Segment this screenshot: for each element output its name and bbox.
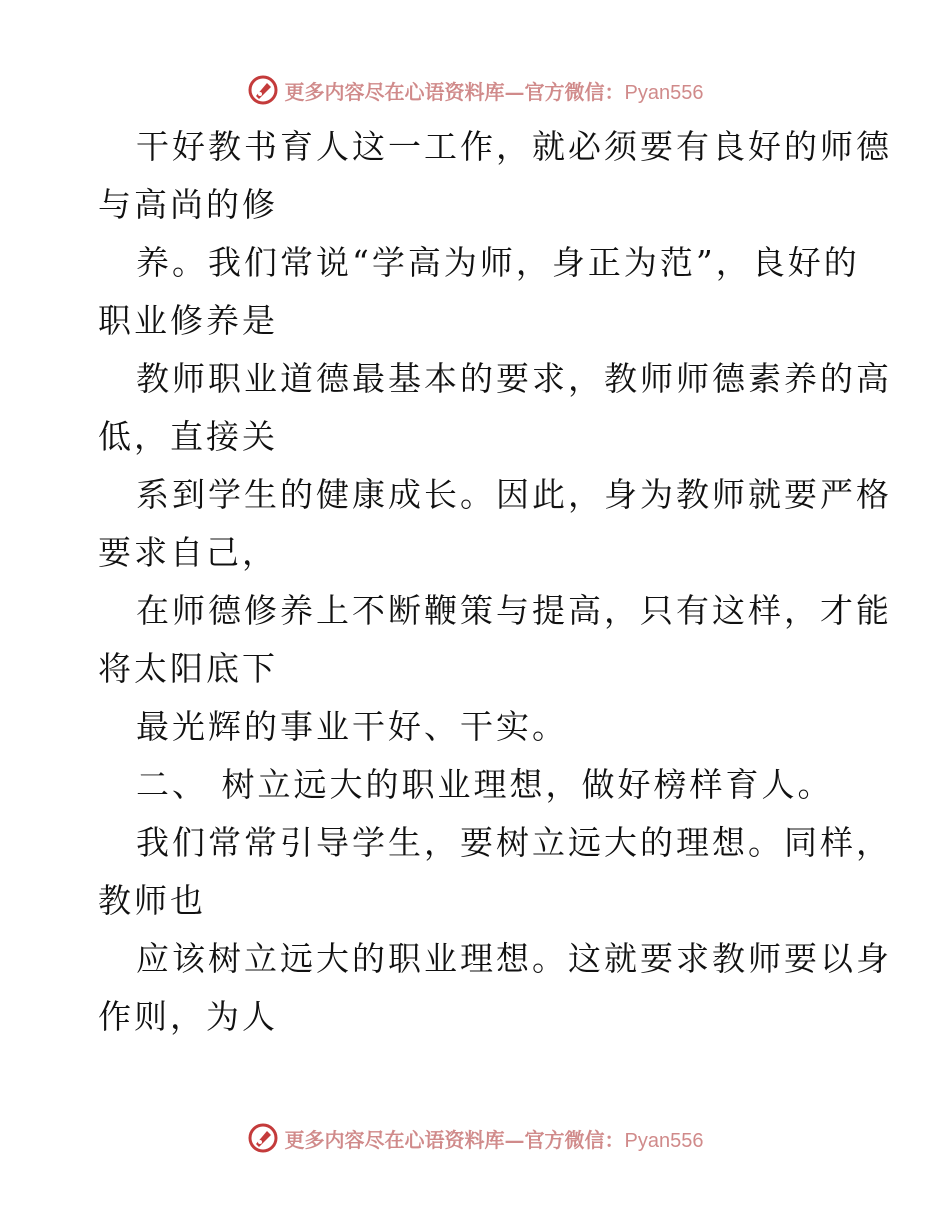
paragraph-line: 将太阳底下 — [98, 649, 278, 688]
paragraph-line: 作则，为人 — [98, 997, 278, 1036]
paragraph-line: 教师职业道德最基本的要求，教师师德素养的高 — [136, 359, 892, 398]
paragraph-line: 职业修养是 — [98, 301, 278, 340]
paragraph-line: 要求自己， — [98, 533, 278, 572]
watermark-text — [285, 76, 704, 105]
watermark-main-text: 更多内容尽在心语资料库—官方微信： — [284, 79, 625, 104]
watermark-main-text: 更多内容尽在心语资料库—官方微信： — [284, 1127, 625, 1152]
paragraph-line: 系到学生的健康成长。因此，身为教师就要严格 — [136, 475, 892, 514]
paragraph-line: 在师德修养上不断鞭策与提高，只有这样，才能 — [136, 591, 892, 630]
watermark-wechat-id: Pyan556 — [624, 81, 704, 104]
paragraph-line: 低，直接关 — [98, 417, 278, 456]
paragraph-line: 我们常常引导学生，要树立远大的理想。同样， — [136, 823, 892, 862]
paragraph-line: 最光辉的事业干好、干实。 — [136, 707, 568, 746]
document-body — [98, 118, 892, 1046]
paragraph-line: 与高尚的修 — [98, 185, 278, 224]
pen-nib-logo-icon — [247, 74, 279, 106]
footer-watermark — [0, 1118, 950, 1158]
header-watermark — [0, 70, 950, 110]
pen-nib-logo-icon — [247, 1122, 279, 1154]
paragraph-line: 干好教书育人这一工作，就必须要有良好的师德 — [136, 127, 892, 166]
paragraph-line: 应该树立远大的职业理想。这就要求教师要以身 — [136, 939, 892, 978]
paragraph-line: 养。我们常说“学高为师，身正为范”，良好的 — [136, 243, 860, 282]
watermark-text — [285, 1124, 704, 1153]
watermark-wechat-id: Pyan556 — [624, 1129, 704, 1152]
section-heading: 二、 树立远大的职业理想，做好榜样育人。 — [136, 765, 834, 804]
paragraph-line: 教师也 — [98, 881, 206, 920]
